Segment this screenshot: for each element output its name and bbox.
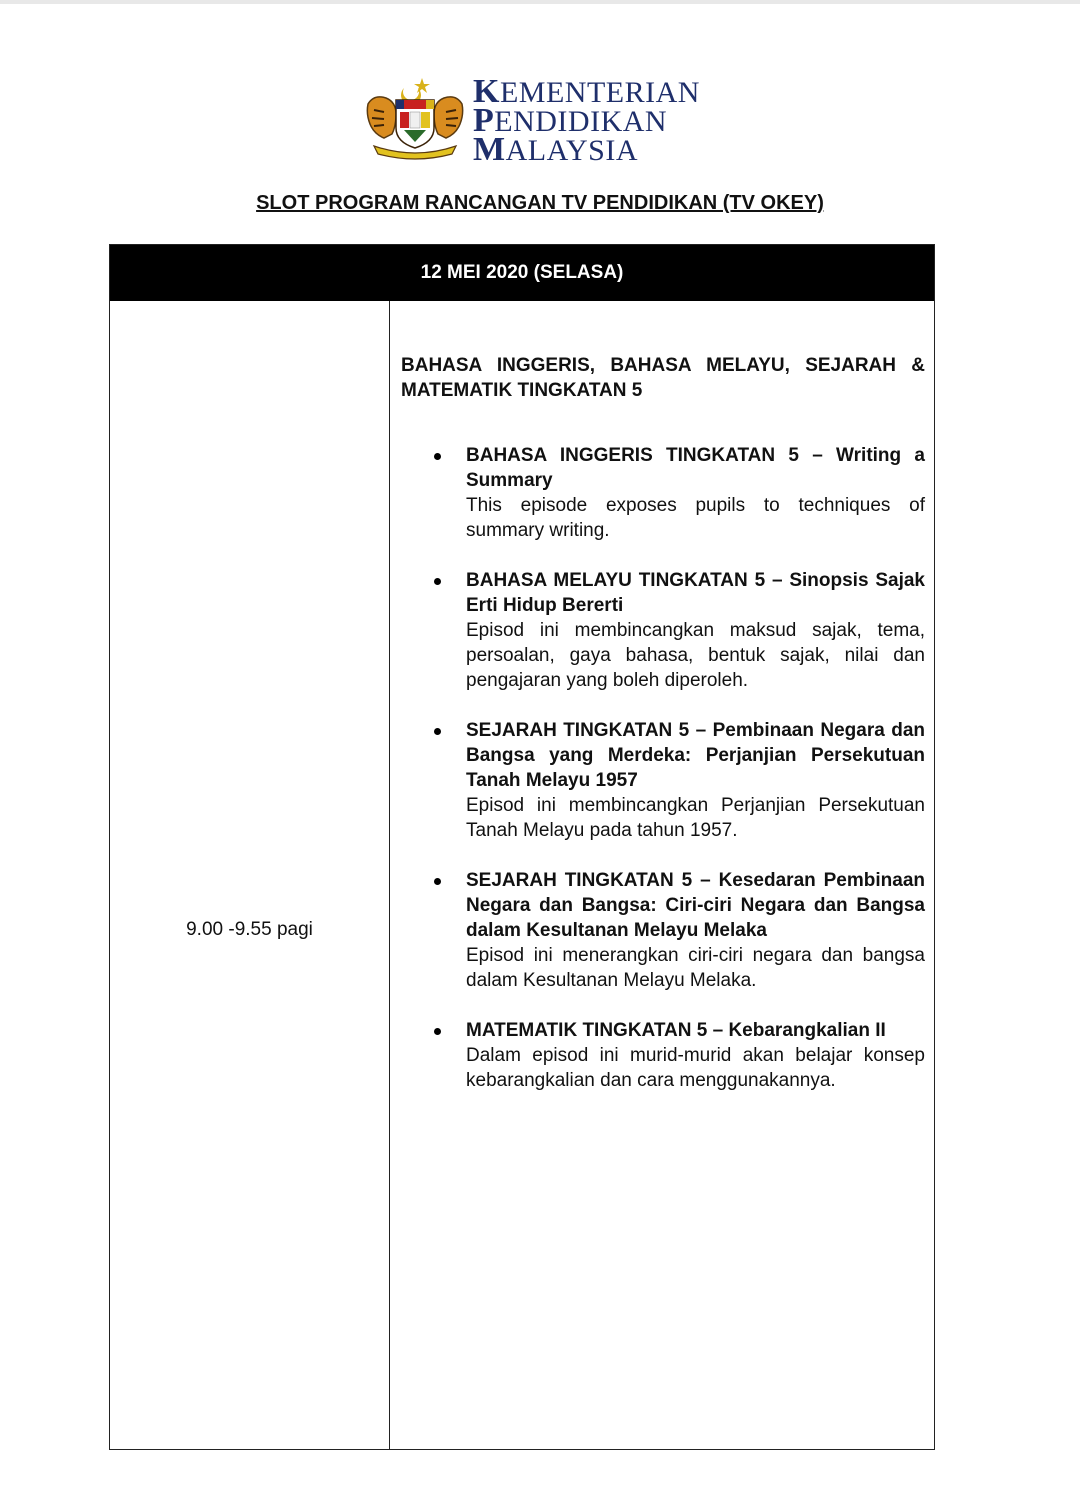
program-title: MATEMATIK TINGKATAN 5 – Kebarangkalian II — [466, 1020, 886, 1041]
schedule-table — [109, 244, 935, 1450]
program-description: Episod ini membincangkan maksud sajak, tema, persoalan, gaya bahasa, bentuk sajak, nilai dan pengajaran yang boleh diperoleh. — [466, 620, 925, 691]
list-item — [401, 718, 925, 843]
time-slot: 9.00 -9.55 pagi — [186, 919, 313, 940]
bullet-icon — [434, 578, 441, 585]
ministry-line-2 — [473, 102, 700, 139]
document-title: SLOT PROGRAM RANCANGAN TV PENDIDIKAN (TV OKEY) — [256, 192, 824, 214]
ministry-line-3-rest: ALAYSIA — [505, 134, 638, 167]
program-title: BAHASA MELAYU TINGKATAN 5 – Sinopsis Sajak Erti Hidup Bererti — [466, 570, 925, 616]
program-description: Episod ini membincangkan Perjanjian Persekutuan Tanah Melayu pada tahun 1957. — [466, 795, 925, 841]
ministry-line-2-initial: P — [473, 102, 495, 139]
ministry-line-3 — [473, 131, 700, 168]
time-column — [110, 301, 390, 1449]
bullet-icon — [434, 1028, 441, 1035]
ministry-line-3-initial: M — [473, 131, 506, 168]
ministry-line-1 — [473, 73, 700, 110]
program-title: SEJARAH TINGKATAN 5 – Kesedaran Pembinaan Negara dan Bangsa: Ciri-ciri Negara dan Bangsa dalam Kesultanan Melayu Melaka — [466, 870, 925, 941]
program-column — [391, 301, 934, 1449]
page-top-border — [0, 0, 1080, 4]
program-title: BAHASA INGGERIS TINGKATAN 5 – Writing a Summary — [466, 445, 925, 491]
program-description: Dalam episod ini murid-murid akan belajar konsep kebarangkalian dan cara menggunakannya. — [466, 1045, 925, 1091]
ministry-line-1-rest: EMENTERIAN — [499, 76, 700, 109]
ministry-name — [473, 73, 700, 168]
coat-of-arms-icon — [360, 74, 470, 162]
program-title: SEJARAH TINGKATAN 5 – Pembinaan Negara dan Bangsa yang Merdeka: Perjanjian Persekutuan Tanah Melayu 1957 — [466, 720, 925, 791]
ministry-line-1-initial: K — [473, 73, 500, 110]
date-header: 12 MEI 2020 (SELASA) — [110, 245, 934, 301]
list-item — [401, 443, 925, 543]
bullet-icon — [434, 878, 441, 885]
list-item — [401, 868, 925, 993]
program-description: This episode exposes pupils to techniques of summary writing. — [466, 495, 925, 541]
ministry-line-2-rest: ENDIDIKAN — [494, 105, 668, 138]
ministry-header — [360, 73, 740, 168]
program-block-title: BAHASA INGGERIS, BAHASA MELAYU, SEJARAH & MATEMATIK TINGKATAN 5 — [401, 355, 925, 401]
list-item — [401, 568, 925, 693]
bullet-icon — [434, 728, 441, 735]
program-description: Episod ini menerangkan ciri-ciri negara dan bangsa dalam Kesultanan Melayu Melaka. — [466, 945, 925, 991]
program-list — [401, 443, 925, 1118]
list-item — [401, 1018, 925, 1093]
bullet-icon — [434, 453, 441, 460]
